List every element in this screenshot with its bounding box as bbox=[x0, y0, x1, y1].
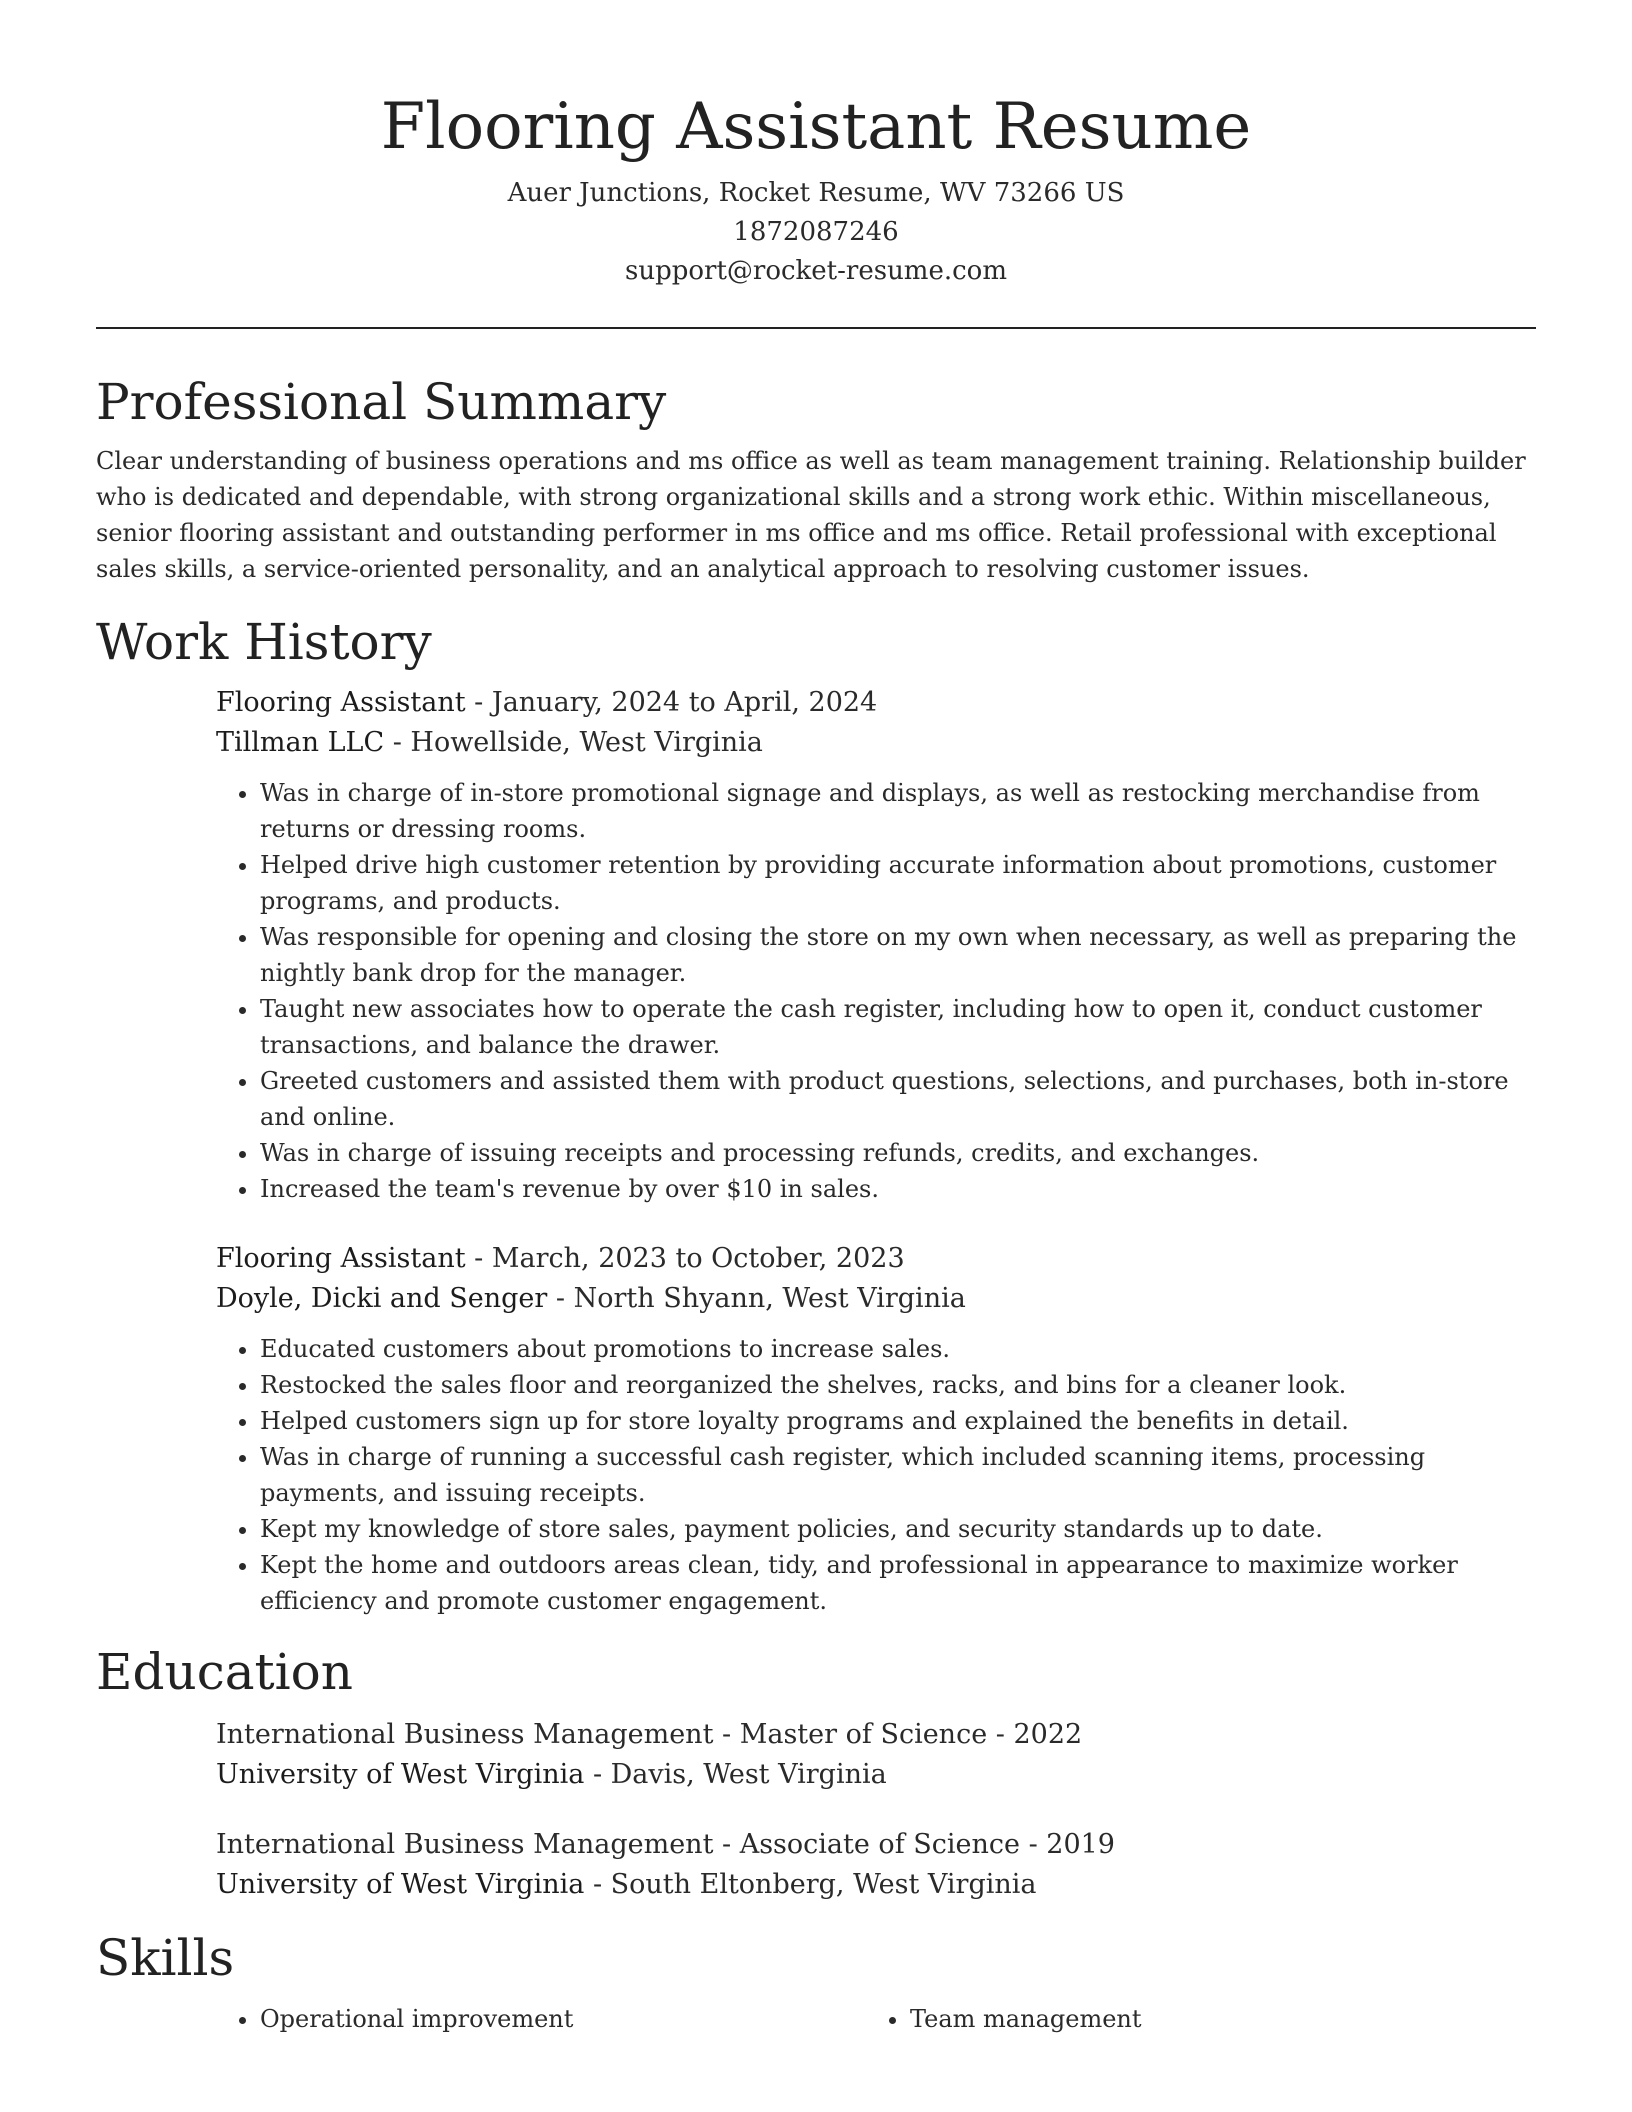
skills-list bbox=[216, 2001, 866, 2037]
school-location: - Davis, West Virginia bbox=[584, 1759, 887, 1790]
skills-column-right bbox=[866, 2001, 1516, 2037]
list-item: • Taught new associates how to operate the cash register, including how to open it, conduct customer transactions, and balance the drawer. bbox=[260, 991, 1536, 1063]
education-entry bbox=[216, 1825, 1536, 1905]
skills-section bbox=[96, 1927, 1536, 2037]
job-title: Flooring Assistant bbox=[216, 687, 466, 718]
job-entry bbox=[216, 683, 1536, 1207]
email-link[interactable]: support@rocket-resume.com bbox=[624, 256, 1007, 286]
list-item: • Educated customers about promotions to increase sales. bbox=[260, 1331, 1536, 1367]
list-item: • Was in charge of issuing receipts and processing refunds, credits, and exchanges. bbox=[260, 1135, 1536, 1171]
list-item: • Greeted customers and assisted them with product questions, selections, and purchases, both in-store and online. bbox=[260, 1063, 1536, 1135]
resume-page bbox=[96, 0, 1536, 2037]
list-item: • Restocked the sales floor and reorganized the shelves, racks, and bins for a cleaner look. bbox=[260, 1367, 1536, 1403]
summary-text: Clear understanding of business operations and ms office as well as team management training. Relationship builder who is dedicated and dependable, with strong organizational skills and a strong work ethic. Within miscellaneous, senior flooring assistant and outstanding performer in ms office and ms office. Retail professional with exceptional sales skills, a service-oriented personality, and an analytical approach to resolving customer issues. bbox=[96, 447, 1526, 583]
education-section bbox=[96, 1641, 1536, 1905]
job-title-line bbox=[216, 1239, 1536, 1279]
skills-grid bbox=[216, 2001, 1536, 2037]
skills-heading: Skills bbox=[96, 1929, 235, 1987]
job-location: - North Shyann, West Virginia bbox=[547, 1283, 966, 1314]
job-location: - Howellside, West Virginia bbox=[384, 727, 763, 758]
school-location: - South Eltonberg, West Virginia bbox=[584, 1869, 1037, 1900]
list-item: • Was in charge of running a successful cash register, which included scanning items, processing payments, and issuing receipts. bbox=[260, 1439, 1536, 1511]
list-item: • Was responsible for opening and closing the store on my own when necessary, as well as preparing the nightly bank drop for the manager. bbox=[260, 919, 1536, 991]
work-history-section bbox=[96, 611, 1536, 1619]
list-item: • Kept the home and outdoors areas clean, tidy, and professional in appearance to maximize worker efficiency and promote customer engagement. bbox=[260, 1547, 1536, 1619]
phone-text: 1872087246 bbox=[733, 217, 899, 247]
address-text: Auer Junctions, Rocket Resume, WV 73266 US bbox=[507, 178, 1125, 208]
skills-list bbox=[866, 2001, 1516, 2037]
job-company-line bbox=[216, 1279, 1536, 1319]
school-line bbox=[216, 1755, 1536, 1795]
list-item: • Kept my knowledge of store sales, payment policies, and security standards up to date. bbox=[260, 1511, 1536, 1547]
job-title: Flooring Assistant bbox=[216, 1243, 466, 1274]
list-item: • Was in charge of in-store promotional signage and displays, as well as restocking merchandise from returns or dressing rooms. bbox=[260, 775, 1536, 847]
work-history-heading: Work History bbox=[96, 613, 432, 671]
summary-heading: Professional Summary bbox=[96, 373, 667, 431]
school-name: University of West Virginia bbox=[216, 1759, 585, 1790]
page-title: Flooring Assistant Resume bbox=[380, 90, 1252, 164]
resume-header bbox=[96, 0, 1536, 291]
job-dates: - January, 2024 to April, 2024 bbox=[465, 687, 878, 718]
job-dates: - March, 2023 to October, 2023 bbox=[465, 1243, 905, 1274]
list-item: • Helped customers sign up for store loyalty programs and explained the benefits in detail. bbox=[260, 1403, 1536, 1439]
job-title-line bbox=[216, 683, 1536, 723]
job-company: Tillman LLC bbox=[216, 727, 385, 758]
school-name: University of West Virginia bbox=[216, 1869, 585, 1900]
list-item: • Operational improvement bbox=[260, 2001, 866, 2037]
job-bullets bbox=[216, 775, 1536, 1207]
job-bullets bbox=[216, 1331, 1536, 1619]
job-company: Doyle, Dicki and Senger bbox=[216, 1283, 548, 1314]
list-item: • Team management bbox=[910, 2001, 1516, 2037]
summary-section bbox=[96, 371, 1536, 587]
list-item: • Helped drive high customer retention by providing accurate information about promotions, customer programs, and products. bbox=[260, 847, 1536, 919]
list-item: • Increased the team's revenue by over $10 in sales. bbox=[260, 1171, 1536, 1207]
education-entry bbox=[216, 1715, 1536, 1795]
education-heading: Education bbox=[96, 1643, 353, 1701]
degree-line: International Business Management - Master of Science - 2022 bbox=[216, 1719, 1083, 1750]
skills-column-left bbox=[216, 2001, 866, 2037]
contact-info bbox=[96, 174, 1536, 291]
degree-line: International Business Management - Associate of Science - 2019 bbox=[216, 1829, 1115, 1860]
header-divider bbox=[96, 327, 1536, 329]
job-entry bbox=[216, 1239, 1536, 1619]
school-line bbox=[216, 1865, 1536, 1905]
job-company-line bbox=[216, 723, 1536, 763]
